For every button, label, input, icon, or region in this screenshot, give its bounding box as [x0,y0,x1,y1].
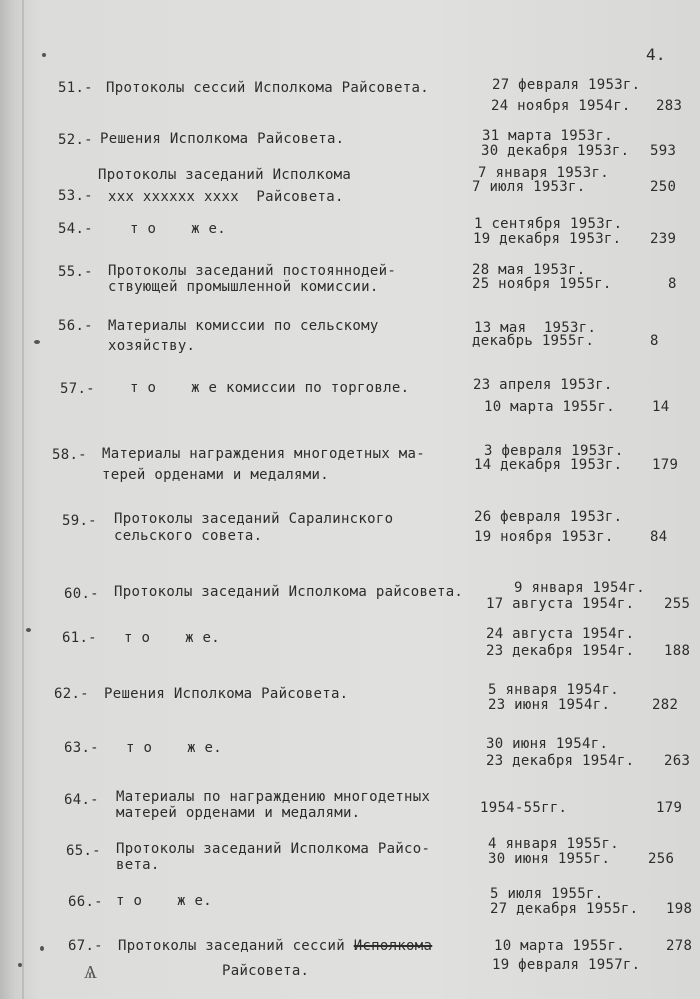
entry-title: Решения Исполкома Райсовета. [100,131,345,147]
entry-date-end: 23 декабря 1954г. [486,753,635,769]
entry-sheets: 282 [652,697,679,713]
entry-date-start: 31 марта 1953г. [482,128,613,144]
entry-date-end: 23 декабря 1954г. [486,643,635,659]
entry-date-end: 7 июля 1953г. [472,179,586,195]
entry-title: Протоколы заседаний Саралинского [114,511,394,527]
entry-title-line-2: хозяйству. [108,338,196,354]
entry-title: Материалы комиссии по сельскому [108,318,379,334]
entry-sheets: 179 [652,457,679,473]
entry-number: 58.- [52,447,87,463]
entry-date-start: 24 августа 1954г. [486,626,635,642]
entry-title: т о ж е комиссии по торговле. [130,380,410,396]
entry-date-start: 9 января 1954г. [514,580,645,596]
entry-title: Протоколы заседаний Исполкома райсовета. [114,584,464,600]
entry-number: 55.- [58,264,93,280]
handwritten-mark: Ѧ [84,962,97,983]
entry-date-end: 27 декабря 1955г. [490,901,639,917]
entry-date-end: 19 декабря 1953г. [473,231,622,247]
entry-sheets: 8 [650,333,659,349]
entry-date-start: 30 июня 1954г. [486,736,609,752]
entry-date-end: 10 марта 1955г. [484,399,615,415]
entry-number: 61.- [62,630,97,646]
entry-sheets: 84 [650,529,668,545]
page-number: 4. [646,45,666,64]
entry-title: т о ж е. [126,740,223,756]
entry-number: 62.- [54,686,89,702]
entry-date-end: 19 февраля 1957г. [492,957,641,973]
entry-title: т о ж е. [124,630,221,646]
entry-number: 53.- [58,188,93,204]
entry-sheets: 256 [648,851,675,867]
entry-number: 60.- [64,586,99,602]
entry-date-start: 13 мая 1953г. [474,320,597,336]
entry-date-start: 5 июля 1955г. [490,886,604,902]
entry-title-line-2: матерей орденами и медалями. [116,805,361,821]
entry-title: Протоколы сессий Исполкома Райсовета. [106,80,429,96]
entry-number: 59.- [62,513,97,529]
entry-number: 64.- [64,792,99,808]
entry-sheets: 198 [666,901,693,917]
entry-number: 56.- [58,318,93,334]
entry-date-start: 28 мая 1953г. [472,262,586,278]
entry-date-end: 24 ноября 1954г. [491,98,631,114]
entry-number: 51.- [58,80,93,96]
entry-title: Материалы по награждению многодетных [116,789,431,805]
entry-date-start: 27 февраля 1953г. [492,77,641,93]
entry-title [118,938,432,954]
entry-sheets: 278 [666,938,693,954]
entry-sheets: 239 [650,231,677,247]
entry-title-line-2: терей орденами и медалями. [102,467,329,483]
entry-sheets: 593 [650,143,677,159]
entry-sheets: 8 [668,276,677,292]
page-fold-shadow [22,0,24,999]
entry-number: 66.- [68,894,103,910]
ink-speck [40,946,44,951]
entry-title: Протоколы заседаний Исполкома Райсо- [116,841,431,857]
entry-date-start: 10 марта 1955г. [494,938,625,954]
entry-number: 63.- [64,740,99,756]
entry-sheets: 255 [664,596,691,612]
ink-speck [34,340,40,344]
entry-date-end: 25 ноября 1955г. [472,276,612,292]
entry-number: 65.- [66,843,101,859]
entry-sheets: 250 [650,179,677,195]
entry-title: Решения Исполкома Райсовета. [104,686,349,702]
entry-date-end: 23 июня 1954г. [488,697,611,713]
ink-speck [26,628,31,632]
entry-sheets: 283 [656,98,683,114]
entry-date-end: 30 июня 1955г. [488,851,611,867]
entry-sheets: 14 [652,399,670,415]
entry-title: Протоколы заседаний постояннодей- [108,263,397,279]
entry-title: т о ж е. [116,893,213,909]
ink-speck [18,963,22,967]
entry-date-start: 1 сентября 1953г. [474,216,623,232]
entry-title-line-2: Райсовета. [222,963,310,979]
entry-date-start: 23 апреля 1953г. [473,377,613,393]
entry-title-line-2: вета. [116,857,160,873]
entry-date-start: 5 января 1954г. [488,682,619,698]
struck-out-word: Исполкома [353,938,433,954]
entry-sheets: 179 [656,800,683,816]
entry-sheets: 188 [664,643,691,659]
entry-date-end: 17 августа 1954г. [486,596,635,612]
entry-number: 67.- [68,938,103,954]
entry-date-end: 19 ноября 1953г. [474,529,614,545]
entry-number: 52.- [58,132,93,148]
entry-date-start: 26 февраля 1953г. [474,509,623,525]
entry-date-start: 7 января 1953г. [478,165,609,181]
entry-date-end: 30 декабря 1953г. [481,143,630,159]
entry-date-start: 4 января 1955г. [488,836,619,852]
entry-title-line-2: ствующей промышленной комиссии. [108,279,379,295]
entry-date-end: декабрь 1955г. [472,333,595,349]
entry-title: Материалы награждения многодетных ма- [102,446,425,462]
entry-title: т о ж е. [130,221,227,237]
entry-title-line-2: xxx xxxxxx xxxx Райсовета. [108,189,344,205]
entry-date-start: 3 февраля 1953г. [484,443,624,459]
ink-speck [42,53,46,57]
entry-number: 54.- [58,221,93,237]
entry-title-line-2: сельского совета. [114,528,263,544]
entry-date-end: 14 декабря 1953г. [474,457,623,473]
entry-title: Протоколы заседаний Исполкома [98,167,352,183]
entry-title-part: Протоколы заседаний сессий [118,938,354,954]
entry-number: 57.- [60,381,95,397]
entry-date-range: 1954-55гг. [480,800,568,816]
entry-sheets: 263 [664,753,691,769]
